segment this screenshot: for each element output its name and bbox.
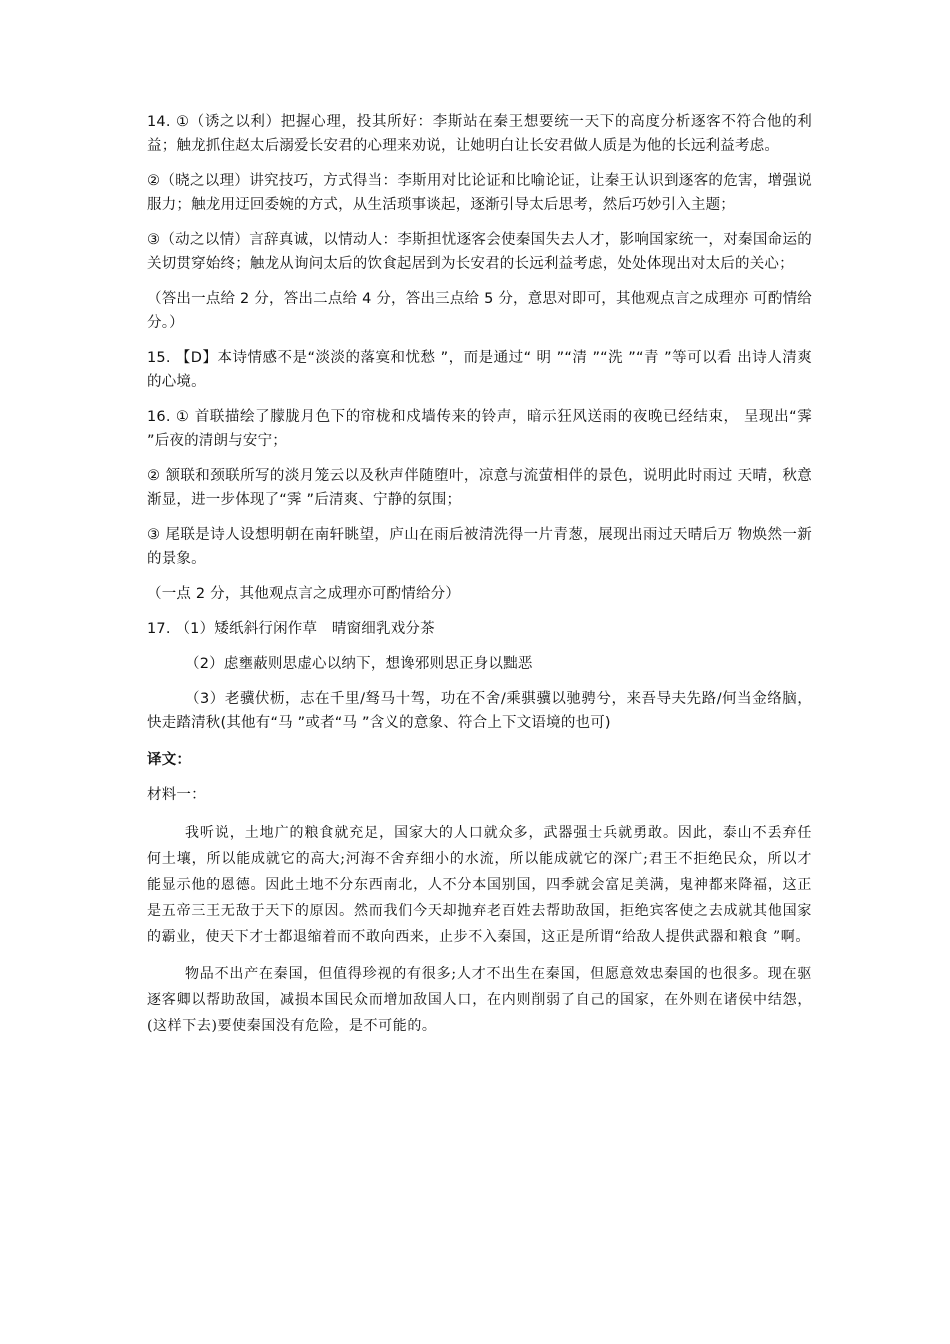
translation-heading: 译文： [147,752,192,768]
document-page [147,110,812,1039]
q16-answer-point-3: ③ 尾联是诗人设想明朝在南轩眺望，庐山在雨后被清洗得一片青葱，展现出雨过天晴后万 物焕然一新的景象。 [147,527,812,567]
q16-answer-point-2: ② 颔联和颈联所写的淡月笼云以及秋声伴随堕叶，凉意与流萤相伴的景色，说明此时雨过 天晴，秋意渐显，进一步体现了“霁 ”后清爽、宁静的氛围； [147,468,812,508]
material-label: 材料一： [147,787,206,803]
q17-answer-1: 17. （1）矮纸斜行闲作草 晴窗细乳戏分茶 [147,621,435,637]
q17-answer-2: （2）虑壅蔽则思虚心以纳下，想谗邪则思正身以黜恶 [185,656,533,672]
q15-answer: 15. 【D】本诗情感不是“淡淡的落寞和忧愁 ”，而是通过“ 明 ”“清 ”“洗 ”“青 ”等可以看 出诗人清爽的心境。 [147,350,812,390]
translation-paragraph-2: 物品不出产在秦国，但值得珍视的有很多;人才不出生在秦国，但愿意效忠秦国的也很多。现在驱逐客卿以帮助敌国，减损本国民众而增加敌国人口，在内则削弱了自己的国家，在外则在诸侯中结怨， (这样下去)要使秦国没有危险，是不可能的。 [147,966,812,1034]
translation-paragraph-1: 我听说，土地广的粮食就充足，国家大的人口就众多，武器强士兵就勇敢。因此，泰山不丢弃任何土壤，所以能成就它的高大;河海不舍弃细小的水流，所以能成就它的深广;君王不拒绝民众，所以才能显示他的恩德。因此土地不分东西南北，人不分本国别国，四季就会富足美满，鬼神都来降福，这正是五帝三王无敌于天下的原因。然而我们今天却抛弃老百姓去帮助敌国，拒绝宾客使之去成就其他国家的霸业，使天下才士都退缩着而不敢向西来，止步不入秦国，这正是所谓“给敌人提供武器和粮食 ”啊。 [147,825,812,945]
q16-scoring-note: （一点 2 分，其他观点言之成理亦可酌情给分） [147,586,461,602]
q14-answer-point-2: ②（晓之以理）讲究技巧，方式得当：李斯用对比论证和比喻论证，让秦王认识到逐客的危害，增强说服力；触龙用迂回委婉的方式，从生活琐事谈起，逐渐引导太后思考，然后巧妙引入主题； [147,173,812,213]
q14-scoring-note: （答出一点给 2 分，答出二点给 4 分，答出三点给 5 分，意思对即可，其他观点言之成理亦 可酌情给分。） [147,291,812,331]
q14-answer-point-1: 14. ①（诱之以利）把握心理，投其所好：李斯站在秦王想要统一天下的高度分析逐客不符合他的利益；触龙抓住赵太后溺爱长安君的心理来劝说，让她明白让长安君做人质是为他的长远利益考虑。 [147,114,812,154]
q17-answer-3: （3）老骥伏枥，志在千里/驽马十驾，功在不舍/乘骐骥以驰骋兮，来吾导夫先路/何当金络脑，快走踏清秋(其他有“马 ”或者“马 ”含义的意象、符合上下文语境的也可) [147,691,812,731]
q16-answer-point-1: 16. ① 首联描绘了朦胧月色下的帘栊和戍墙传来的铃声，暗示狂风送雨的夜晚已经结束， 呈现出“霁 ”后夜的清朗与安宁； [147,409,812,449]
q14-answer-point-3: ③（动之以情）言辞真诚，以情动人：李斯担忧逐客会使秦国失去人才，影响国家统一，对秦国命运的关切贯穿始终；触龙从询问太后的饮食起居到为长安君的长远利益考虑，处处体现出对太后的关心； [147,232,812,272]
